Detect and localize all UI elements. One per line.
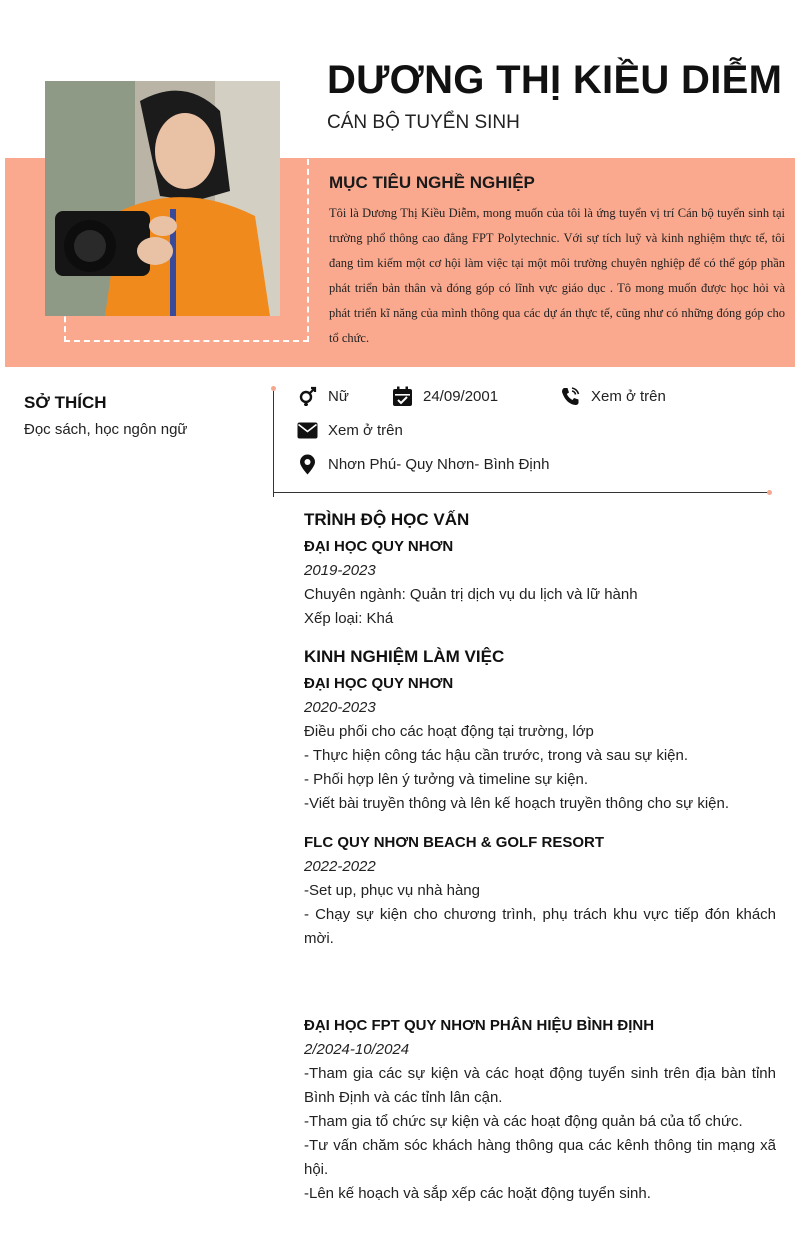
- hobbies-title: SỞ THÍCH: [24, 393, 107, 412]
- phone-text: Xem ở trên: [591, 388, 666, 405]
- vertical-divider: [273, 389, 274, 497]
- divider-dot-top: [271, 386, 276, 391]
- job-1-line-4: -Viết bài truyền thông và lên kế hoạch truyền thông cho sự kiện.: [304, 795, 730, 812]
- job-1-line-3: - Phối hợp lên ý tưởng và timeline sự kiện.: [304, 771, 589, 788]
- email-info: [297, 420, 403, 441]
- experience-title: KINH NGHIỆM LÀM VIỆC: [304, 647, 505, 666]
- gender-text: Nữ: [328, 388, 349, 405]
- job-3-org: ĐẠI HỌC FPT QUY NHƠN PHÂN HIỆU BÌNH ĐỊNH: [304, 1017, 655, 1034]
- address-text: Nhơn Phú- Quy Nhơn- Bình Định: [328, 456, 550, 473]
- gender-icon: [297, 386, 318, 407]
- education-period: 2019-2023: [304, 562, 376, 579]
- candidate-name: DƯƠNG THỊ KIỀU DIỄM: [327, 58, 783, 102]
- job-2-line-1: -Set up, phục vụ nhà hàng: [304, 882, 480, 899]
- birthday-info: [392, 386, 498, 407]
- job-1-period: 2020-2023: [304, 699, 376, 716]
- divider-dot-right: [767, 490, 772, 495]
- phone-info: [560, 386, 666, 407]
- job-3-line-4: -Lên kế hoạch và sắp xếp các hoặt động tuyển sinh.: [304, 1185, 651, 1202]
- education-school: ĐẠI HỌC QUY NHƠN: [304, 538, 454, 555]
- job-1-org: ĐẠI HỌC QUY NHƠN: [304, 675, 454, 692]
- job-2-period: 2022-2022: [304, 858, 376, 875]
- education-grade: Xếp loại: Khá: [304, 610, 394, 627]
- education-major: Chuyên ngành: Quản trị dịch vụ du lịch và lữ hành: [304, 586, 638, 603]
- job-3-period: 2/2024-10/2024: [304, 1041, 410, 1058]
- email-text: Xem ở trên: [328, 422, 403, 439]
- job-2-org: FLC QUY NHƠN BEACH & GOLF RESORT: [304, 834, 605, 851]
- horizontal-divider: [273, 492, 770, 493]
- job-2-line-2: - Chạy sự kiện cho chương trình, phụ trách khu vực tiếp đón khách mời.: [304, 906, 776, 947]
- profile-photo: [45, 81, 280, 316]
- calendar-icon: [392, 386, 413, 407]
- objective-title: MỤC TIÊU NGHỀ NGHIỆP: [329, 173, 535, 192]
- birthday-text: 24/09/2001: [423, 388, 499, 405]
- gender-info: [297, 386, 349, 407]
- job-3-line-1: -Tham gia các sự kiện và các hoạt động tuyển sinh trên địa bàn tỉnh Bình Định và các tỉnh lân cận.: [304, 1065, 776, 1106]
- job-1-line-1: Điều phối cho các hoạt động tại trường, lớp: [304, 723, 594, 740]
- phone-icon: [560, 386, 581, 407]
- envelope-icon: [297, 420, 318, 441]
- hobbies-text: Đọc sách, học ngôn ngữ: [24, 421, 188, 438]
- candidate-role: CÁN BỘ TUYỂN SINH: [327, 112, 520, 133]
- job-3-line-3: -Tư vấn chăm sóc khách hàng thông qua các kênh thông tin mạng xã hội.: [304, 1137, 776, 1178]
- job-3-line-2: -Tham gia tổ chức sự kiện và các hoạt động quản bá của tổ chức.: [304, 1113, 743, 1130]
- location-pin-icon: [297, 454, 318, 475]
- objective-text: Tôi là Dương Thị Kiều Diễm, mong muốn của tôi là ứng tuyển vị trí Cán bộ tuyển sinh tại trường phổ thông cao đẳng FPT Polytechnic. Với sự tích luỹ và kinh nghiệm thực tế, tôi đang tìm kiếm một cơ hội làm việc tại một môi trường chuyên nghiệp để có thể góp phần phát triển bản thân và đóng góp có lĩnh vực giáo dục . Tô mong muốn được học hỏi và phát triển kĩ năng của mình thông qua các dự án thực tế, cũng như có những đóng góp cho tổ chức.: [329, 206, 785, 345]
- address-info: [297, 454, 549, 475]
- job-1-line-2: - Thực hiện công tác hậu cần trước, trong và sau sự kiện.: [304, 747, 689, 764]
- education-title: TRÌNH ĐỘ HỌC VẤN: [304, 510, 470, 529]
